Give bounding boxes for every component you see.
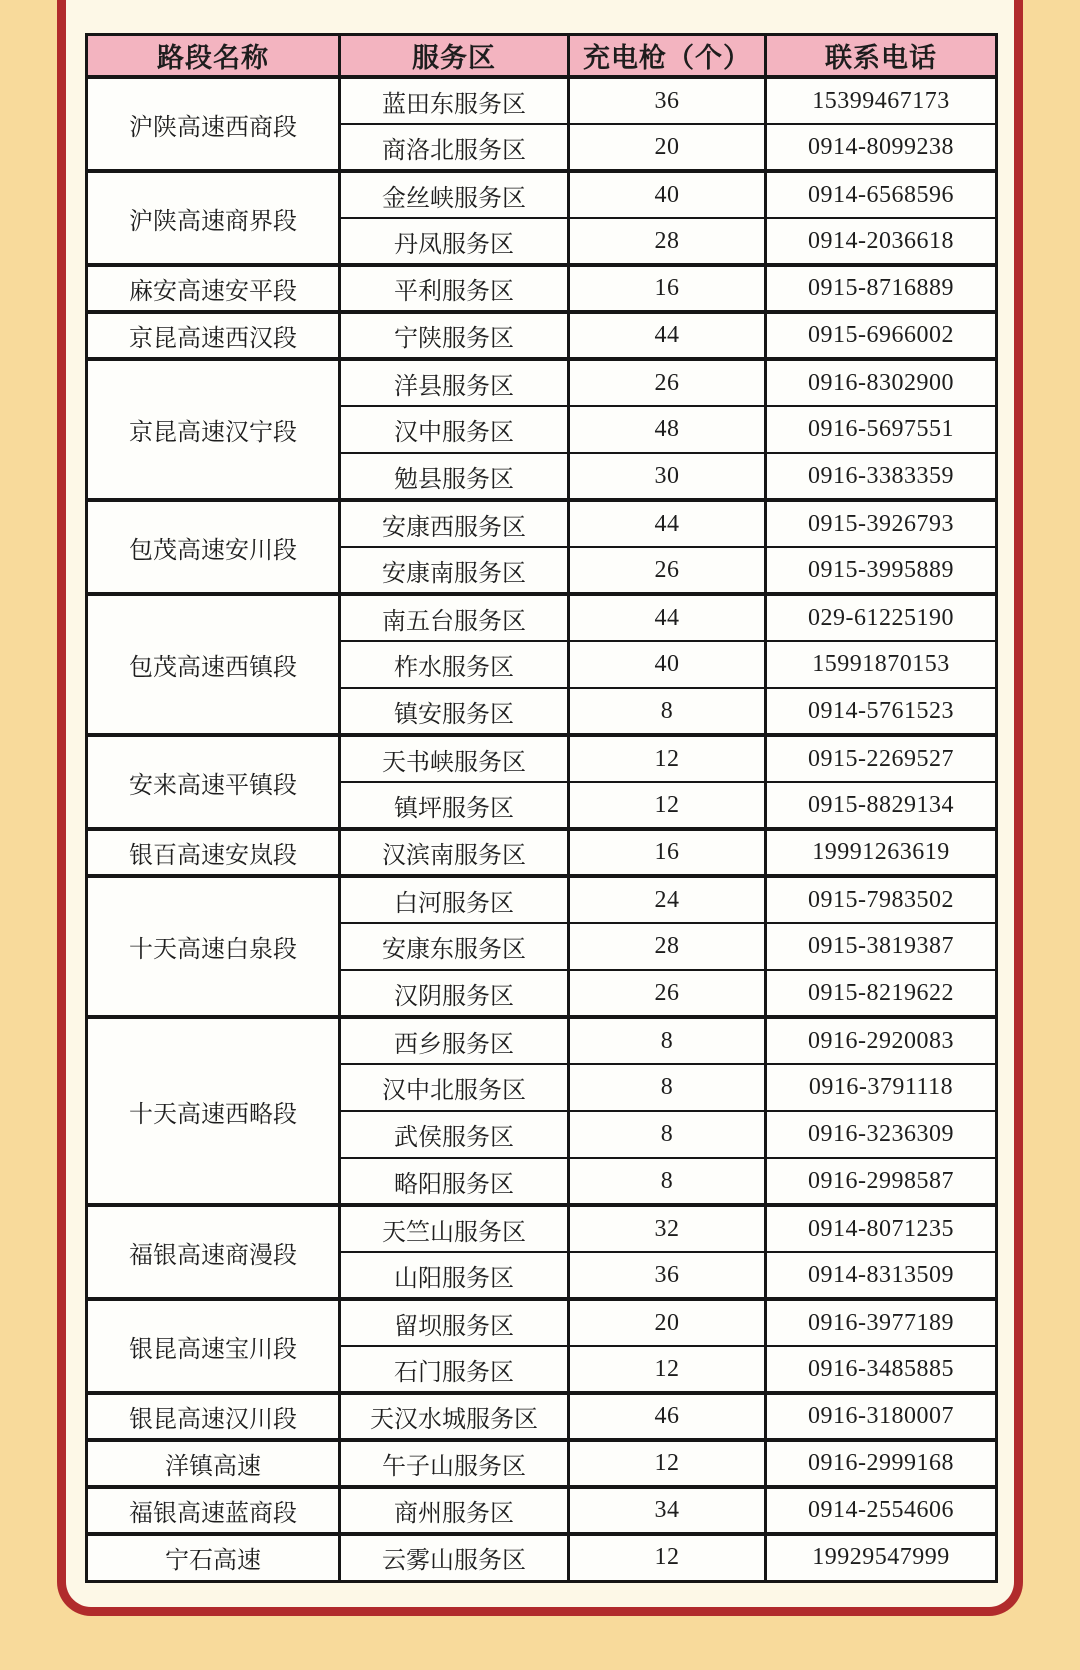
table-row [87, 735, 997, 782]
phone-cell: 19929547999 [766, 1534, 997, 1581]
column-header-road-section: 路段名称 [87, 35, 340, 78]
table-header-row [87, 35, 997, 78]
charging-table-container [85, 33, 995, 1583]
phone-cell: 0914-8313509 [766, 1252, 997, 1299]
road-section-cell: 银昆高速汉川段 [87, 1393, 340, 1440]
service-area-cell: 镇坪服务区 [340, 782, 569, 829]
guns-count-cell: 26 [569, 547, 766, 594]
service-area-cell: 蓝田东服务区 [340, 77, 569, 124]
service-area-cell: 商州服务区 [340, 1487, 569, 1534]
guns-count-cell: 44 [569, 500, 766, 547]
table-row [87, 594, 997, 641]
table-row [87, 312, 997, 359]
phone-cell: 0915-3995889 [766, 547, 997, 594]
road-section-cell: 银百高速安岚段 [87, 829, 340, 876]
service-area-cell: 汉中服务区 [340, 406, 569, 453]
service-area-cell: 汉滨南服务区 [340, 829, 569, 876]
service-area-cell: 平利服务区 [340, 265, 569, 312]
phone-cell: 0915-3926793 [766, 500, 997, 547]
road-section-cell: 包茂高速安川段 [87, 500, 340, 594]
guns-count-cell: 48 [569, 406, 766, 453]
column-header-service-area: 服务区 [340, 35, 569, 78]
phone-cell: 0915-8716889 [766, 265, 997, 312]
service-area-cell: 丹凤服务区 [340, 218, 569, 265]
service-area-cell: 汉中北服务区 [340, 1064, 569, 1111]
phone-cell: 0916-5697551 [766, 406, 997, 453]
guns-count-cell: 16 [569, 829, 766, 876]
service-area-cell: 白河服务区 [340, 876, 569, 923]
phone-cell: 0916-3977189 [766, 1299, 997, 1346]
service-area-cell: 柞水服务区 [340, 641, 569, 688]
column-header-charging-guns: 充电枪（个） [569, 35, 766, 78]
table-row [87, 1440, 997, 1487]
guns-count-cell: 8 [569, 1158, 766, 1205]
guns-count-cell: 46 [569, 1393, 766, 1440]
phone-cell: 15399467173 [766, 77, 997, 124]
guns-count-cell: 28 [569, 923, 766, 970]
table-row [87, 171, 997, 218]
service-area-cell: 安康东服务区 [340, 923, 569, 970]
charging-stations-table [85, 33, 998, 1583]
phone-cell: 15991870153 [766, 641, 997, 688]
service-area-cell: 云雾山服务区 [340, 1534, 569, 1581]
service-area-cell: 山阳服务区 [340, 1252, 569, 1299]
guns-count-cell: 40 [569, 641, 766, 688]
table-row [87, 500, 997, 547]
guns-count-cell: 36 [569, 1252, 766, 1299]
table-row [87, 1487, 997, 1534]
guns-count-cell: 24 [569, 876, 766, 923]
table-row [87, 1534, 997, 1581]
guns-count-cell: 26 [569, 970, 766, 1017]
service-area-cell: 留坝服务区 [340, 1299, 569, 1346]
table-row [87, 1393, 997, 1440]
table-row [87, 1017, 997, 1064]
road-section-cell: 京昆高速西汉段 [87, 312, 340, 359]
service-area-cell: 南五台服务区 [340, 594, 569, 641]
table-row [87, 359, 997, 406]
phone-cell: 0914-2036618 [766, 218, 997, 265]
road-section-cell: 银昆高速宝川段 [87, 1299, 340, 1393]
table-row [87, 77, 997, 124]
road-section-cell: 十天高速西略段 [87, 1017, 340, 1205]
service-area-cell: 西乡服务区 [340, 1017, 569, 1064]
table-row [87, 876, 997, 923]
table-body [87, 77, 997, 1581]
guns-count-cell: 34 [569, 1487, 766, 1534]
guns-count-cell: 8 [569, 1111, 766, 1158]
guns-count-cell: 26 [569, 359, 766, 406]
phone-cell: 0916-3236309 [766, 1111, 997, 1158]
road-section-cell: 安来高速平镇段 [87, 735, 340, 829]
guns-count-cell: 12 [569, 735, 766, 782]
table-row [87, 1205, 997, 1252]
phone-cell: 0916-3180007 [766, 1393, 997, 1440]
guns-count-cell: 32 [569, 1205, 766, 1252]
road-section-cell: 京昆高速汉宁段 [87, 359, 340, 500]
guns-count-cell: 12 [569, 1346, 766, 1393]
service-area-cell: 石门服务区 [340, 1346, 569, 1393]
guns-count-cell: 40 [569, 171, 766, 218]
phone-cell: 0916-2920083 [766, 1017, 997, 1064]
guns-count-cell: 36 [569, 77, 766, 124]
phone-cell: 0914-2554606 [766, 1487, 997, 1534]
phone-cell: 0915-6966002 [766, 312, 997, 359]
service-area-cell: 金丝峡服务区 [340, 171, 569, 218]
service-area-cell: 镇安服务区 [340, 688, 569, 735]
road-section-cell: 沪陕高速商界段 [87, 171, 340, 265]
service-area-cell: 天汉水城服务区 [340, 1393, 569, 1440]
road-section-cell: 麻安高速安平段 [87, 265, 340, 312]
road-section-cell: 十天高速白泉段 [87, 876, 340, 1017]
service-area-cell: 武侯服务区 [340, 1111, 569, 1158]
phone-cell: 0916-2999168 [766, 1440, 997, 1487]
phone-cell: 0914-6568596 [766, 171, 997, 218]
guns-count-cell: 8 [569, 1064, 766, 1111]
guns-count-cell: 28 [569, 218, 766, 265]
road-section-cell: 福银高速商漫段 [87, 1205, 340, 1299]
service-area-cell: 汉阴服务区 [340, 970, 569, 1017]
phone-cell: 0914-8099238 [766, 124, 997, 171]
guns-count-cell: 44 [569, 594, 766, 641]
service-area-cell: 略阳服务区 [340, 1158, 569, 1205]
guns-count-cell: 8 [569, 1017, 766, 1064]
service-area-cell: 天书峡服务区 [340, 735, 569, 782]
service-area-cell: 午子山服务区 [340, 1440, 569, 1487]
service-area-cell: 安康西服务区 [340, 500, 569, 547]
phone-cell: 19991263619 [766, 829, 997, 876]
road-section-cell: 沪陕高速西商段 [87, 77, 340, 171]
guns-count-cell: 44 [569, 312, 766, 359]
road-section-cell: 洋镇高速 [87, 1440, 340, 1487]
phone-cell: 0916-8302900 [766, 359, 997, 406]
phone-cell: 0915-8829134 [766, 782, 997, 829]
service-area-cell: 洋县服务区 [340, 359, 569, 406]
guns-count-cell: 30 [569, 453, 766, 500]
phone-cell: 0914-5761523 [766, 688, 997, 735]
table-row [87, 265, 997, 312]
table-row [87, 829, 997, 876]
guns-count-cell: 8 [569, 688, 766, 735]
guns-count-cell: 12 [569, 1440, 766, 1487]
phone-cell: 0916-3791118 [766, 1064, 997, 1111]
phone-cell: 0916-3383359 [766, 453, 997, 500]
guns-count-cell: 12 [569, 1534, 766, 1581]
road-section-cell: 包茂高速西镇段 [87, 594, 340, 735]
service-area-cell: 天竺山服务区 [340, 1205, 569, 1252]
column-header-phone: 联系电话 [766, 35, 997, 78]
service-area-cell: 安康南服务区 [340, 547, 569, 594]
phone-cell: 0916-2998587 [766, 1158, 997, 1205]
service-area-cell: 勉县服务区 [340, 453, 569, 500]
phone-cell: 0914-8071235 [766, 1205, 997, 1252]
phone-cell: 0915-2269527 [766, 735, 997, 782]
guns-count-cell: 20 [569, 124, 766, 171]
guns-count-cell: 12 [569, 782, 766, 829]
service-area-cell: 宁陕服务区 [340, 312, 569, 359]
service-area-cell: 商洛北服务区 [340, 124, 569, 171]
phone-cell: 029-61225190 [766, 594, 997, 641]
phone-cell: 0915-8219622 [766, 970, 997, 1017]
phone-cell: 0916-3485885 [766, 1346, 997, 1393]
phone-cell: 0915-3819387 [766, 923, 997, 970]
guns-count-cell: 20 [569, 1299, 766, 1346]
road-section-cell: 宁石高速 [87, 1534, 340, 1581]
table-row [87, 1299, 997, 1346]
guns-count-cell: 16 [569, 265, 766, 312]
phone-cell: 0915-7983502 [766, 876, 997, 923]
road-section-cell: 福银高速蓝商段 [87, 1487, 340, 1534]
